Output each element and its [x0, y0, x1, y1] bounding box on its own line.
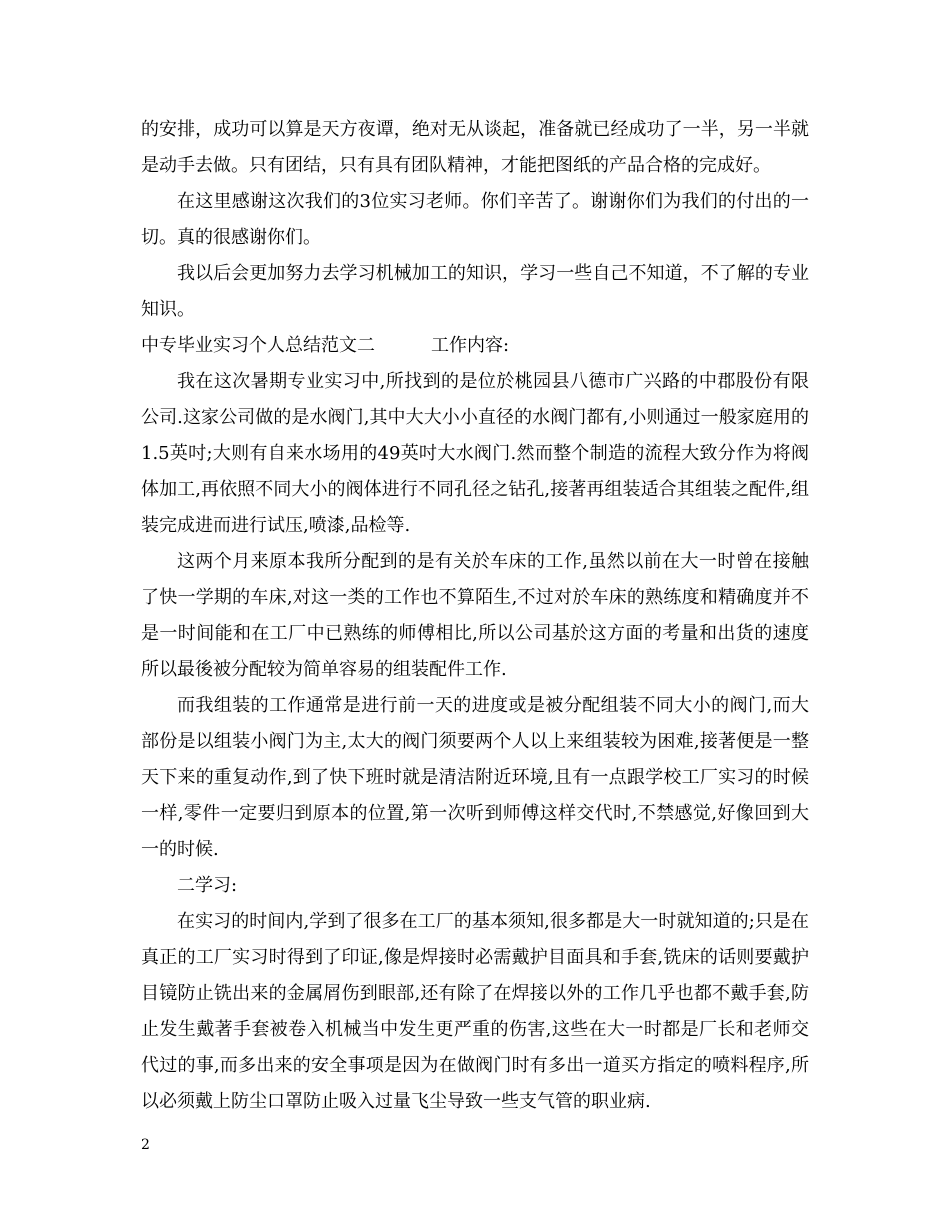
subheading-study: 二学习:	[177, 875, 238, 896]
paragraph-company-intro: 我在这次暑期专业实习中,所找到的是位於桃园县八德市广兴路的中郡股份有限公司.这家公司做的是水阀门,其中大大小小直径的水阀门都有,小则通过一般家庭用的1.5英吋;大则有自来水场用的49英吋大水阀门.然而整个制造的流程大致分作为将阀体加工,再依照不同大小的阀体进行不同孔径之钻孔,接著再组装适合其组装之配件,组装完成进而进行试压,喷漆,品检等.	[141, 371, 809, 536]
section-subtitle: 工作内容:	[431, 335, 510, 356]
section-title: 中专毕业实习个人总结范文二	[141, 335, 375, 356]
paragraph-continuation: 的安排，成功可以算是天方夜谭，绝对无从谈起，准备就已经成功了一半，另一半就是动手去做。只有团结，只有具有团队精神，才能把图纸的产品合格的完成好。	[141, 119, 809, 176]
section-heading	[141, 328, 809, 364]
paragraph-assembly-work: 而我组装的工作通常是进行前一天的进度或是被分配组装不同大小的阀门,而大部份是以组装小阀门为主,太大的阀门须要两个人以上来组装较为困难,接著便是一整天下来的重复动作,到了快下班时就是清洁附近环境,且有一点跟学校工厂实习的时候一样,零件一定要归到原本的位置,第一次听到师傅这样交代时,不禁感觉,好像回到大一的时候.	[141, 695, 809, 860]
document-body	[141, 112, 809, 1120]
paragraph-thanks: 在这里感谢这次我们的3位实习老师。你们辛苦了。谢谢你们为我们的付出的一切。真的很感谢你们。	[141, 191, 809, 248]
paragraph-safety-learning: 在实习的时间内,学到了很多在工厂的基本须知,很多都是大一时就知道的;只是在真正的工厂实习时得到了印证,像是焊接时必需戴护目面具和手套,铣床的话则要戴护目镜防止铣出来的金属屑伤到眼部,还有除了在焊接以外的工作几乎也都不戴手套,防止发生戴著手套被卷入机械当中发生更严重的伤害,这些在大一时都是厂长和老师交代过的事,而多出来的安全事项是因为在做阀门时有多出一道买方指定的喷料程序,所以必须戴上防尘口罩防止吸入过量飞尘导致一些支气管的职业病.	[141, 911, 809, 1112]
page-number: 2	[141, 1137, 150, 1153]
paragraph-lathe-assignment: 这两个月来原本我所分配到的是有关於车床的工作,虽然以前在大一时曾在接触了快一学期的车床,对这一类的工作也不算陌生,不过对於车床的熟练度和精确度并不是一时间能和在工厂中已熟练的师傅相比,所以公司基於这方面的考量和出货的速度所以最後被分配较为简单容易的组装配件工作.	[141, 551, 809, 680]
paragraph-future-study: 我以后会更加努力去学习机械加工的知识，学习一些自己不知道，不了解的专业知识。	[141, 263, 809, 320]
